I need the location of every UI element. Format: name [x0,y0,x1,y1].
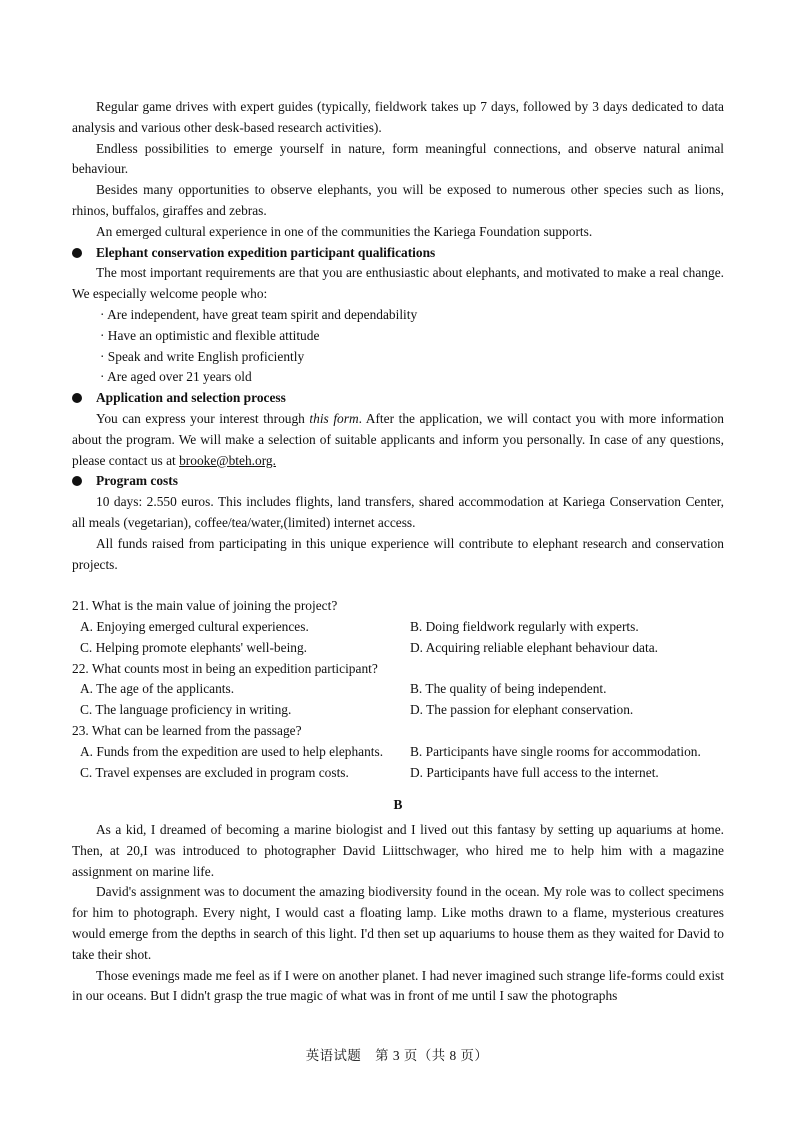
qualifications-list [72,305,724,388]
question-text: 21. What is the main value of joining the project? [72,598,338,614]
spacer [72,575,724,596]
option-b: B. Doing fieldwork regularly with experts. [410,618,639,634]
section-b-paragraph-1: As a kid, I dreamed of becoming a marine biologist and I lived out this fantasy by setting up aquariums at home. Then, at 20,I was introduced to photographer David Liittschwager, who hired me to help him with a magazine assignment on marine life. [72,822,724,879]
section-b-paragraph-3: Those evenings made me feel as if I were on another planet. I had never imagined such strange life-forms could exist in our oceans. But I didn't grasp the true magic of what was in front of me until I saw the photographs [72,967,724,1004]
page-footer: 英语试题 第 3 页（共 8 页） [305,1048,489,1063]
option-b: B. The quality of being independent. [410,681,607,697]
intro-paragraph-2: Endless possibilities to emerge yourself in nature, form meaningful connections, and observe natural animal behaviour. [72,140,724,177]
option-c: C. Travel expenses are excluded in program costs. [80,764,349,780]
qualifications-heading [72,243,724,264]
qualification-item: · Are independent, have great team spirit and dependability [100,306,418,322]
costs-heading [72,471,724,492]
option-c: C. Helping promote elephants' well-being. [80,639,308,655]
qualifications-heading-text: Elephant conservation expedition participant qualifications [96,244,436,260]
option-d: D. Participants have full access to the internet. [410,764,659,780]
option-a: A. The age of the applicants. [80,681,235,697]
qualification-item: · Are aged over 21 years old [100,369,252,385]
contact-email-link[interactable]: brooke@bteh.org. [179,452,276,468]
question-21 [72,596,724,658]
option-d: D. Acquiring reliable elephant behaviour data. [410,639,659,655]
application-paragraph [72,409,724,471]
option-c: C. The language proficiency in writing. [80,702,292,718]
section-b-label: B [393,797,403,813]
application-form-link[interactable]: this form [309,410,359,426]
intro-paragraph-3: Besides many opportunities to observe elephants, you will be exposed to numerous other species such as lions, rhinos, buffalos, giraffes and zebras. [72,182,724,218]
costs-paragraph-2: All funds raised from participating in this unique experience will contribute to elephant research and conservation projects. [72,535,724,572]
question-text: 22. What counts most in being an expedition participant? [72,660,378,676]
costs-heading-text: Program costs [96,473,178,489]
qualification-item: · Speak and write English proficiently [100,348,305,364]
bullet-dot-icon [72,476,82,486]
question-options [72,617,724,659]
intro-paragraph-4: An emerged cultural experience in one of the communities the Kariega Foundation supports. [96,223,593,239]
option-d: D. The passion for elephant conservation. [410,702,634,718]
page-content [72,97,724,1007]
qualification-item: · Have an optimistic and flexible attitude [100,327,320,343]
option-a: A. Enjoying emerged cultural experiences. [80,618,309,634]
section-b-paragraph-2: David's assignment was to document the amazing biodiversity found in the ocean. My role was to collect specimens for him to photograph. Every night, I would cast a floating lamp. Like moths drawn to a flame, mysterious creatures would emerge from the depths in search of this light. I'd then set up aquariums to house them as they waited for David to take their shot. [72,884,724,962]
bullet-dot-icon [72,393,82,403]
bullet-dot-icon [72,248,82,258]
question-text: 23. What can be learned from the passage? [72,722,302,738]
application-text-before: You can express your interest through [96,410,310,426]
qualifications-paragraph: The most important requirements are that you are enthusiastic about elephants, and motivated to make a real change. We especially welcome people who: [72,265,724,302]
option-b: B. Participants have single rooms for accommodation. [410,743,701,759]
application-heading-text: Application and selection process [96,390,286,406]
question-22 [72,659,724,721]
option-a: A. Funds from the expedition are used to help elephants. [80,743,384,759]
question-options [72,679,724,721]
application-text-after: . After the application, we will contact you with more information about the program. We will make a selection of suitable applicants and inform you personally. In case of any questions, please contact us at [72,410,724,468]
question-options [72,742,724,784]
intro-paragraph-1: Regular game drives with expert guides (typically, fieldwork takes up 7 days, followed by 3 days dedicated to data analysis and various other desk-based research activities). [72,99,724,135]
question-23 [72,721,724,783]
application-heading [72,388,724,409]
costs-paragraph-1: 10 days: 2.550 euros. This includes flights, land transfers, shared accommodation at Kariega Conservation Center, all meals (vegetarian), coffee/tea/water,(limited) internet access. [72,494,724,530]
